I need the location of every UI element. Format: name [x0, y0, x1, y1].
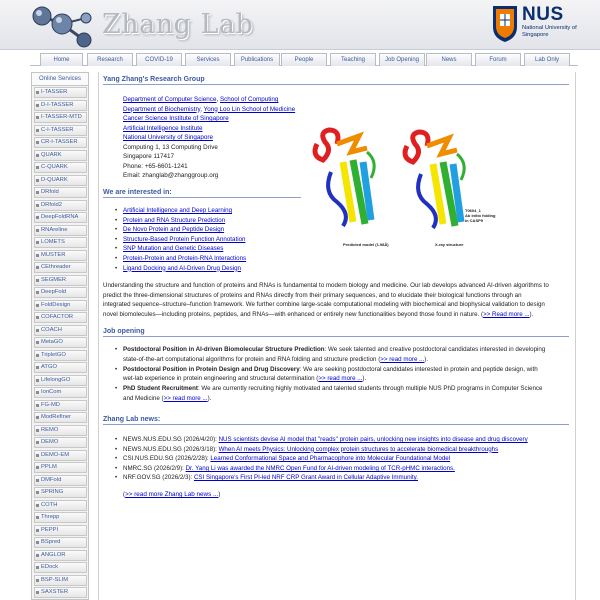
sidebar-item-drfold[interactable]: DRfold: [34, 187, 87, 198]
sidebar-item-bspred[interactable]: BSpred: [34, 537, 87, 548]
predicted-model-caption: Predicted model (1.98Å): [343, 242, 389, 247]
casp-desc-2: in CASP9: [465, 218, 484, 223]
news-item: [123, 454, 450, 464]
interest-item-snp[interactable]: • SNP Mutation and Genetic Diseases: [123, 244, 223, 254]
news-item: [123, 435, 528, 445]
news-title: Zhang Lab news:: [103, 416, 569, 425]
sidebar-item-modrefiner[interactable]: ModRefiner: [34, 412, 87, 423]
nus-crest-icon[interactable]: [492, 5, 518, 43]
job-2-close: ).: [362, 375, 367, 383]
sidebar-item-dmfold[interactable]: DMFold: [34, 475, 87, 486]
job-1-line-2: [123, 355, 571, 365]
job-3-title: PhD Student Recruitment: [123, 385, 198, 392]
sidebar-item-demo-em[interactable]: DEMO-EM: [34, 450, 87, 461]
nav-tab-services[interactable]: Services: [185, 53, 231, 66]
affiliation-sep-2: ,: [200, 105, 204, 113]
lab-title[interactable]: Zhang Lab: [102, 9, 254, 40]
interest-item-design[interactable]: • De Novo Protein and Peptide Design: [123, 225, 224, 235]
sidebar-item-cr-i-tasser[interactable]: CR-I-TASSER: [34, 137, 87, 148]
job-2-line-1: [115, 365, 571, 375]
computer-science-link[interactable]: Department of Computer Science: [123, 96, 217, 103]
news-more-close: ): [218, 491, 221, 498]
sidebar-item-edock[interactable]: EDock: [34, 562, 87, 573]
sidebar-item-folddesign[interactable]: FoldDesign: [34, 300, 87, 311]
sidebar-item-metago[interactable]: MetaGO: [34, 337, 87, 348]
news-source: CSI.NUS.EDU.SG (2026/2/28):: [123, 455, 211, 463]
sidebar-item-c-quark[interactable]: C-QUARK: [34, 162, 87, 173]
job-item-2: [115, 365, 571, 384]
nav-tab-lab-only[interactable]: Lab Only: [524, 53, 570, 66]
job-3-read-more-link[interactable]: >> read more ...: [163, 394, 208, 402]
bullet: •: [115, 385, 118, 392]
news-headline-link[interactable]: Learned Conformational Space and Pharmacophore into Molecular Foundational Model: [210, 455, 451, 463]
protein-ribbon-image: [307, 122, 483, 248]
interest-item-docking[interactable]: • Ligand Docking and AI-Driven Drug Design: [123, 264, 241, 274]
summary-read-more-link[interactable]: >> Read more ...: [483, 311, 530, 319]
nus-logo-text[interactable]: [522, 5, 582, 39]
news-source: NEWS.NUS.EDU.SG (2026/4/20):: [123, 436, 219, 443]
affiliation-sep-1: ,: [216, 96, 220, 103]
news-item: [123, 473, 418, 483]
job-2-title: Postdoctoral Position in Protein Design and Drug Discovery: [123, 365, 300, 373]
sidebar-item-anglor[interactable]: ANGLOR: [34, 550, 87, 561]
job-1-close: ).: [424, 355, 429, 363]
summary-line-4-text: novel biomolecules—including proteins, peptides, and RNAs—with enhanced or entirely new functionalities beyond those found in nature. (: [103, 311, 484, 319]
summary-close: ).: [529, 311, 534, 319]
medicine-school-link[interactable]: Yong Loo Lin School of Medicine: [203, 105, 296, 113]
interest-item-interactions[interactable]: • Protein-Protein and Protein-RNA Interactions: [123, 254, 246, 264]
sidebar-item-lifelonggo[interactable]: LifelongGO: [34, 375, 87, 386]
summary-line-3: integrated sequence–structure–function framework. We further combine large-scale computational modeling with biochemical and biophysical validation to design: [103, 301, 545, 309]
job-item-3: [115, 384, 571, 403]
address-line-2: Singapore 117417: [123, 153, 175, 160]
top-navigation: [30, 52, 578, 66]
job-1-text-b: state-of-the-art computational algorithms for protein and RNA folding and structure prediction (: [123, 355, 381, 363]
nav-tab-news[interactable]: News: [426, 53, 472, 66]
job-3-text-b: and Medicine (: [123, 394, 164, 402]
ai-institute-link[interactable]: Artificial Intelligence Institute: [123, 124, 203, 132]
job-1-read-more-link[interactable]: >> read more ...: [380, 355, 425, 363]
job-item-1: [115, 345, 571, 364]
sidebar-item-rnareline[interactable]: RNAreline: [34, 225, 87, 236]
summary-line-2: predict the three-dimensional structures of proteins and RNAs directly from their primary sequences, and to elucidate their biological functions through an: [103, 291, 522, 299]
news-source: NEWS.NUS.EDU.SG (2026/3/18):: [123, 445, 219, 453]
sidebar-item-bsp-slim[interactable]: BSP-SLIM: [34, 575, 87, 586]
job-1-line-1: [115, 345, 571, 355]
cancer-institute-link[interactable]: Cancer Science Institute of Singapore: [123, 115, 229, 122]
bullet: •: [115, 346, 118, 353]
sidebar-item-i-tasser-mtd[interactable]: I-TASSER-MTD: [34, 112, 87, 123]
address-line-1: Computing 1, 13 Computing Drive: [123, 143, 218, 151]
job-1-title: Postdoctoral Position in AI-driven Biomolecular Structure Prediction: [123, 346, 325, 353]
nav-tab-research[interactable]: Research: [87, 53, 133, 66]
nus-full-name: National University of Singapore: [522, 25, 577, 38]
sidebar-item-ioncom[interactable]: IonCom: [34, 387, 87, 398]
nav-tab-people[interactable]: People: [281, 53, 327, 66]
interest-item-ai[interactable]: • Artificial Intelligence and Deep Learning: [123, 206, 232, 216]
news-source: NMRC.SG (2026/2/9):: [123, 464, 186, 472]
sidebar-item-pplm[interactable]: PPLM: [34, 462, 87, 473]
news-read-more: [123, 490, 220, 499]
sidebar-item-atgo[interactable]: ATGO: [34, 362, 87, 373]
sidebar-item-threpp[interactable]: Threpp: [34, 512, 87, 523]
sidebar-item-quark[interactable]: QUARK: [34, 150, 87, 161]
molecule-logo-icon[interactable]: [28, 2, 100, 48]
summary-line-1: Understanding the structure and function of proteins and RNAs is fundamental to modern biology and medicine. Our lab develops advanced AI-driven algorithms to: [103, 282, 549, 289]
nav-tab-covid-19[interactable]: COVID-19: [136, 53, 182, 66]
sidebar-item-spring[interactable]: SPRING: [34, 487, 87, 498]
news-item: [123, 464, 455, 474]
sidebar-item-d-quark[interactable]: D-QUARK: [34, 175, 87, 186]
research-group-title: Yang Zhang's Research Group: [103, 76, 569, 85]
sidebar-item-coach[interactable]: COACH: [34, 325, 87, 336]
sidebar-item-tripletgo[interactable]: TripletGO: [34, 350, 87, 361]
sidebar-item-cethreader[interactable]: CEthreader: [34, 262, 87, 273]
nav-tab-teaching[interactable]: Teaching: [330, 53, 376, 66]
news-read-more-link[interactable]: >> read more Zhang Lab news ...: [125, 491, 219, 498]
interest-item-function[interactable]: • Structure-Based Protein Function Annotation: [123, 235, 245, 245]
protein-structure-figure[interactable]: [307, 122, 496, 252]
job-opening-title: Job opening: [103, 328, 569, 337]
job-1-text-a: : We seek talented and creative postdoctoral candidates interested in developing: [324, 346, 546, 353]
job-3-text-a: : We are currently recruiting highly motivated and talented students through multiple NUS PhD programs in Computer Science: [197, 385, 543, 392]
interest-item-structure-prediction[interactable]: • Protein and RNA Structure Prediction: [123, 216, 225, 226]
news-headline-link[interactable]: CSI Singapore's First PI-led NRF CRP Grant Award in Cellular Adaptive Immunity.: [193, 474, 418, 482]
email-text: Email: zhanglab@zhanggroup.org: [123, 172, 219, 179]
casp-label: [465, 208, 495, 223]
news-source: NRF.GOV.SG (2026/2/3):: [123, 474, 194, 482]
sidebar-item-remo[interactable]: REMO: [34, 425, 87, 436]
job-2-text-a: : We are seeking postdoctoral candidates interested in protein and peptide design, with: [299, 365, 538, 373]
main-content: [98, 72, 576, 600]
research-summary: [103, 281, 571, 320]
sidebar-title[interactable]: Online Services: [32, 73, 88, 86]
job-3-line-2: [123, 394, 571, 404]
news-more-open: (: [123, 491, 126, 498]
job-2-read-more-link[interactable]: >> read more ...: [318, 375, 363, 383]
sidebar-item-fg-md[interactable]: FG-MD: [34, 400, 87, 411]
job-3-line-1: [115, 384, 571, 394]
sidebar-item-deepfoldrna[interactable]: DeepFoldRNA: [34, 212, 87, 223]
affiliation-line-1: [123, 95, 278, 104]
sidebar-item-cofactor[interactable]: COFACTOR: [34, 312, 87, 323]
nus-link[interactable]: National University of Singapore: [123, 134, 213, 141]
casp-desc-1: Ab initio folding: [465, 213, 496, 218]
affiliation-line-2: [123, 105, 295, 114]
page-header: [0, 0, 600, 50]
news-headline-link[interactable]: Dr. Yang Li was awarded the NMRC Open Fund for AI-driven modeling of TCR-pHMC interactions.: [185, 464, 455, 472]
interests-title: We are interested in:: [103, 189, 301, 198]
news-item: [123, 445, 498, 455]
job-2-line-2: [123, 374, 571, 384]
biochemistry-link[interactable]: Department of Biochemistry: [123, 105, 201, 113]
sidebar-item-d-i-tasser[interactable]: D-I-TASSER: [34, 100, 87, 111]
online-services-sidebar: [31, 72, 89, 600]
sidebar-item-muster[interactable]: MUSTER: [34, 250, 87, 261]
casp-target-id: T0604_1: [465, 208, 481, 213]
sidebar-item-saxster[interactable]: SAXSTER: [34, 587, 87, 598]
sidebar-item-demo[interactable]: DEMO: [34, 437, 87, 448]
sidebar-item-deepfold[interactable]: DeepFold: [34, 287, 87, 298]
job-3-close: ).: [207, 394, 212, 402]
job-2-text-b: wet-lab experience in protein engineering and structural determination (: [123, 375, 319, 383]
school-of-computing-link[interactable]: School of Computing: [219, 96, 279, 103]
phone-text: Phone: +65-6601-1241: [123, 162, 188, 170]
summary-line-4: [103, 310, 571, 320]
nus-abbreviation: NUS: [522, 4, 564, 25]
nav-tab-forum[interactable]: Forum: [475, 53, 521, 66]
news-headline-link[interactable]: NUS scientists devise AI model that "reads" protein pairs, unlocking new insights into disease and drug discovery: [218, 436, 528, 443]
sidebar-item-segmer[interactable]: SEGMER: [34, 275, 87, 286]
xray-structure-caption: X-ray structure: [435, 242, 464, 247]
sidebar-item-drfold2[interactable]: DRfold2: [34, 200, 87, 211]
sidebar-item-peppi[interactable]: PEPPI: [34, 525, 87, 536]
nav-tab-home[interactable]: Home: [40, 53, 83, 66]
sidebar-item-lomets[interactable]: LOMETS: [34, 237, 87, 248]
news-headline-link[interactable]: When AI meets Physics: Unlocking complex protein structures to accelerate biomedical breakthroughs: [218, 445, 499, 453]
sidebar-item-i-tasser[interactable]: I-TASSER: [34, 87, 87, 98]
sidebar-item-c-i-tasser[interactable]: C-I-TASSER: [34, 125, 87, 136]
nav-tab-job-opening[interactable]: Job Opening: [379, 53, 425, 66]
bullet: •: [115, 365, 118, 373]
sidebar-item-coth[interactable]: COTH: [34, 500, 87, 511]
nav-tab-publications[interactable]: Publications: [234, 53, 280, 66]
